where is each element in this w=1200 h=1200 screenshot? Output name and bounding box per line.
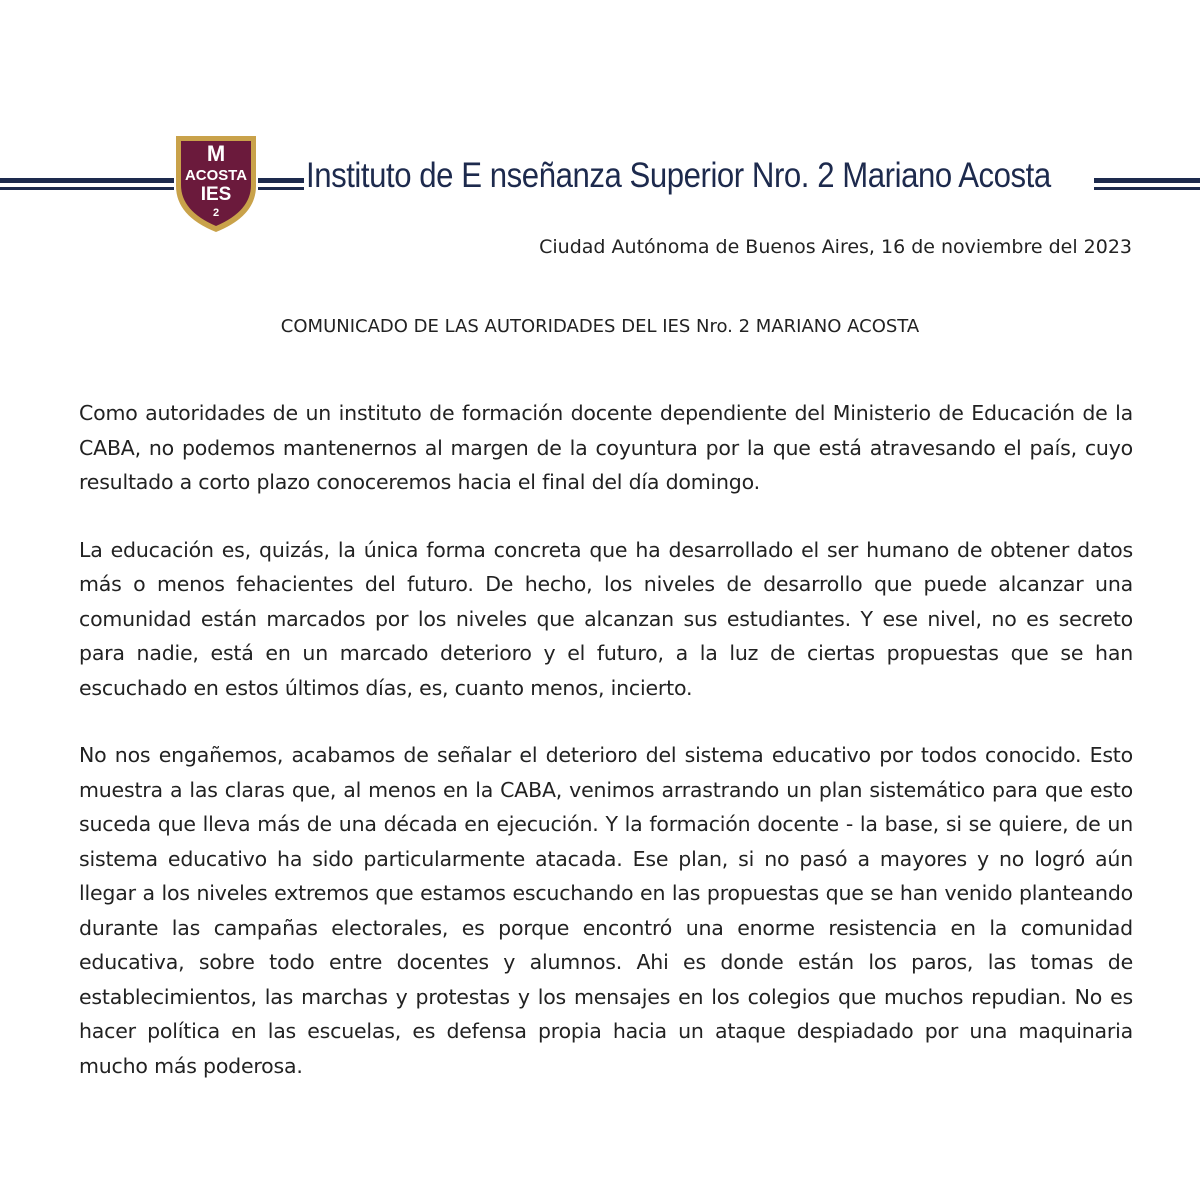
date-line: Ciudad Autónoma de Buenos Aires, 16 de noviembre del 2023 <box>539 236 1132 258</box>
institute-name: Instituto de E nseñanza Superior Nro. 2 Mariano Acosta <box>306 156 1051 195</box>
paragraph-3: No nos engañemos, acabamos de señalar el deterioro del sistema educativo por todos conocido. Esto muestra a las claras que, al menos en la CABA, venimos arrastrando un plan sistemático para que esto suceda que lleva más de una década en ejecución. Y la formación docente - la base, si se quiere, de un sistema educativo ha sido particularmente atacada. Ese plan, si no pasó a mayores y no logró aún llegar a los niveles extremos que estamos escuchando en las propuestas que se han venido planteando durante las campañas electorales, es porque encontró una enorme resistencia en la comunidad educativa, sobre todo entre docentes y alumnos. Ahi es donde están los paros, las tomas de establecimientos, las marchas y protestas y los mensajes en los colegios que muchos repudian. No es hacer política en las escuelas, es defensa propia hacia un ataque despiadado por una maquinaria mucho más poderosa. <box>79 743 1133 1078</box>
document-title: COMUNICADO DE LAS AUTORIDADES DEL IES Nro. 2 MARIANO ACOSTA <box>280 316 920 337</box>
ies-acosta-shield-logo <box>172 130 260 236</box>
logo-letter: M <box>206 141 226 166</box>
letterhead <box>0 130 1200 240</box>
document-body <box>79 396 1133 1116</box>
letterhead-rule-right <box>1094 178 1200 183</box>
logo-line3: 2 <box>212 207 220 219</box>
letterhead-rule-left <box>0 178 174 183</box>
logo-line1: ACOSTA <box>185 167 248 184</box>
paragraph-2: La educación es, quizás, la única forma concreta que ha desarrollado el ser humano de obtener datos más o menos fehacientes del futuro. De hecho, los niveles de desarrollo que puede alcanzar una comunidad están marcados por los niveles que alcanzan sus estudiantes. Y ese nivel, no es secreto para nadie, está en un marcado deterioro y el futuro, a la luz de ciertas propuestas que se han escuchado en estos últimos días, es, cuanto menos, incierto. <box>79 537 1133 700</box>
paragraph-1: Como autoridades de un instituto de formación docente dependiente del Ministerio de Educación de la CABA, no podemos mantenernos al margen de la coyuntura por la que está atravesando el país, cuyo resultado a corto plazo conoceremos hacia el final del día domingo. <box>79 401 1133 494</box>
letterhead-rule-mid <box>258 178 304 183</box>
logo-line2: IES <box>200 184 232 205</box>
